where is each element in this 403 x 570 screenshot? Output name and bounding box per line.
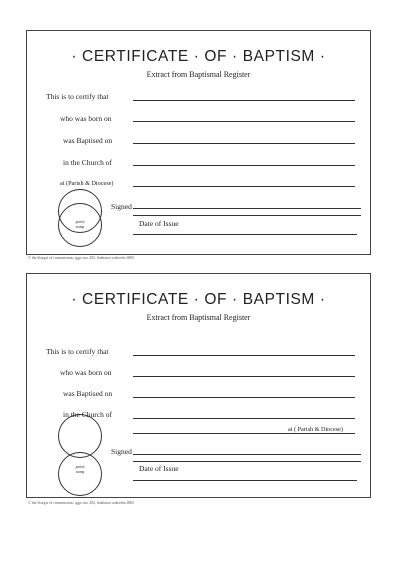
baptised-label: was Baptised on <box>63 136 113 145</box>
born-line <box>133 376 355 377</box>
certificate-title: · CERTIFICATE · OF · BAPTISM · <box>71 48 326 65</box>
baptised-label: was Baptised on <box>63 389 113 398</box>
footer-text-2: © the Sturgis of commissions, iggo two 282, letahasse soahveba 4865 <box>28 501 135 505</box>
parish-stamp-text <box>60 220 100 229</box>
church-label: in the Church of <box>63 410 112 419</box>
signed-line-1 <box>133 208 361 209</box>
church-line <box>133 418 355 419</box>
parish-stamp-text <box>60 465 100 474</box>
signed-line-2 <box>133 215 361 216</box>
date-line <box>133 480 357 481</box>
certificate-subtitle: Extract from Baptismal Register <box>146 70 251 79</box>
baptised-line <box>133 397 355 398</box>
certify-label: This is to certify that <box>46 92 109 101</box>
name-line <box>133 100 355 101</box>
certificate-subtitle: Extract from Baptismal Register <box>146 313 251 322</box>
signed-label: Signed <box>111 447 132 456</box>
signed-label: Signed <box>111 202 132 211</box>
certificate-title: · CERTIFICATE · OF · BAPTISM · <box>71 291 326 308</box>
church-line <box>133 165 355 166</box>
date-line <box>133 234 357 235</box>
seal-line-2: stamp <box>75 469 85 474</box>
born-label: who was born on <box>60 368 112 377</box>
signed-line-1 <box>133 454 361 455</box>
footer-text-1: © the Sturgis of commissions, iggo two 282, letahasse soahveba 4865 <box>28 256 135 260</box>
baptised-line <box>133 143 355 144</box>
seal-line-1: parish <box>75 220 85 224</box>
seal-line-1: parish <box>75 465 85 469</box>
baptism-certificate-2 <box>26 273 371 498</box>
signed-line-2 <box>133 461 361 462</box>
baptism-certificate-1 <box>26 30 371 255</box>
born-line <box>133 121 355 122</box>
date-label: Date of Issue <box>139 219 179 228</box>
parish-line <box>133 186 355 187</box>
parish-diocese-label: at ( Parish & Diocese) <box>288 426 343 433</box>
parish-label: at (Parish & Diocese) <box>60 180 114 187</box>
seal-line-2: stamp <box>75 224 85 229</box>
born-label: who was born on <box>60 114 112 123</box>
parish-line <box>133 433 355 434</box>
church-label: in the Church of <box>63 158 112 167</box>
certify-label: This is to certify that <box>46 347 109 356</box>
date-label: Date of Issue <box>139 464 179 473</box>
name-line <box>133 355 355 356</box>
